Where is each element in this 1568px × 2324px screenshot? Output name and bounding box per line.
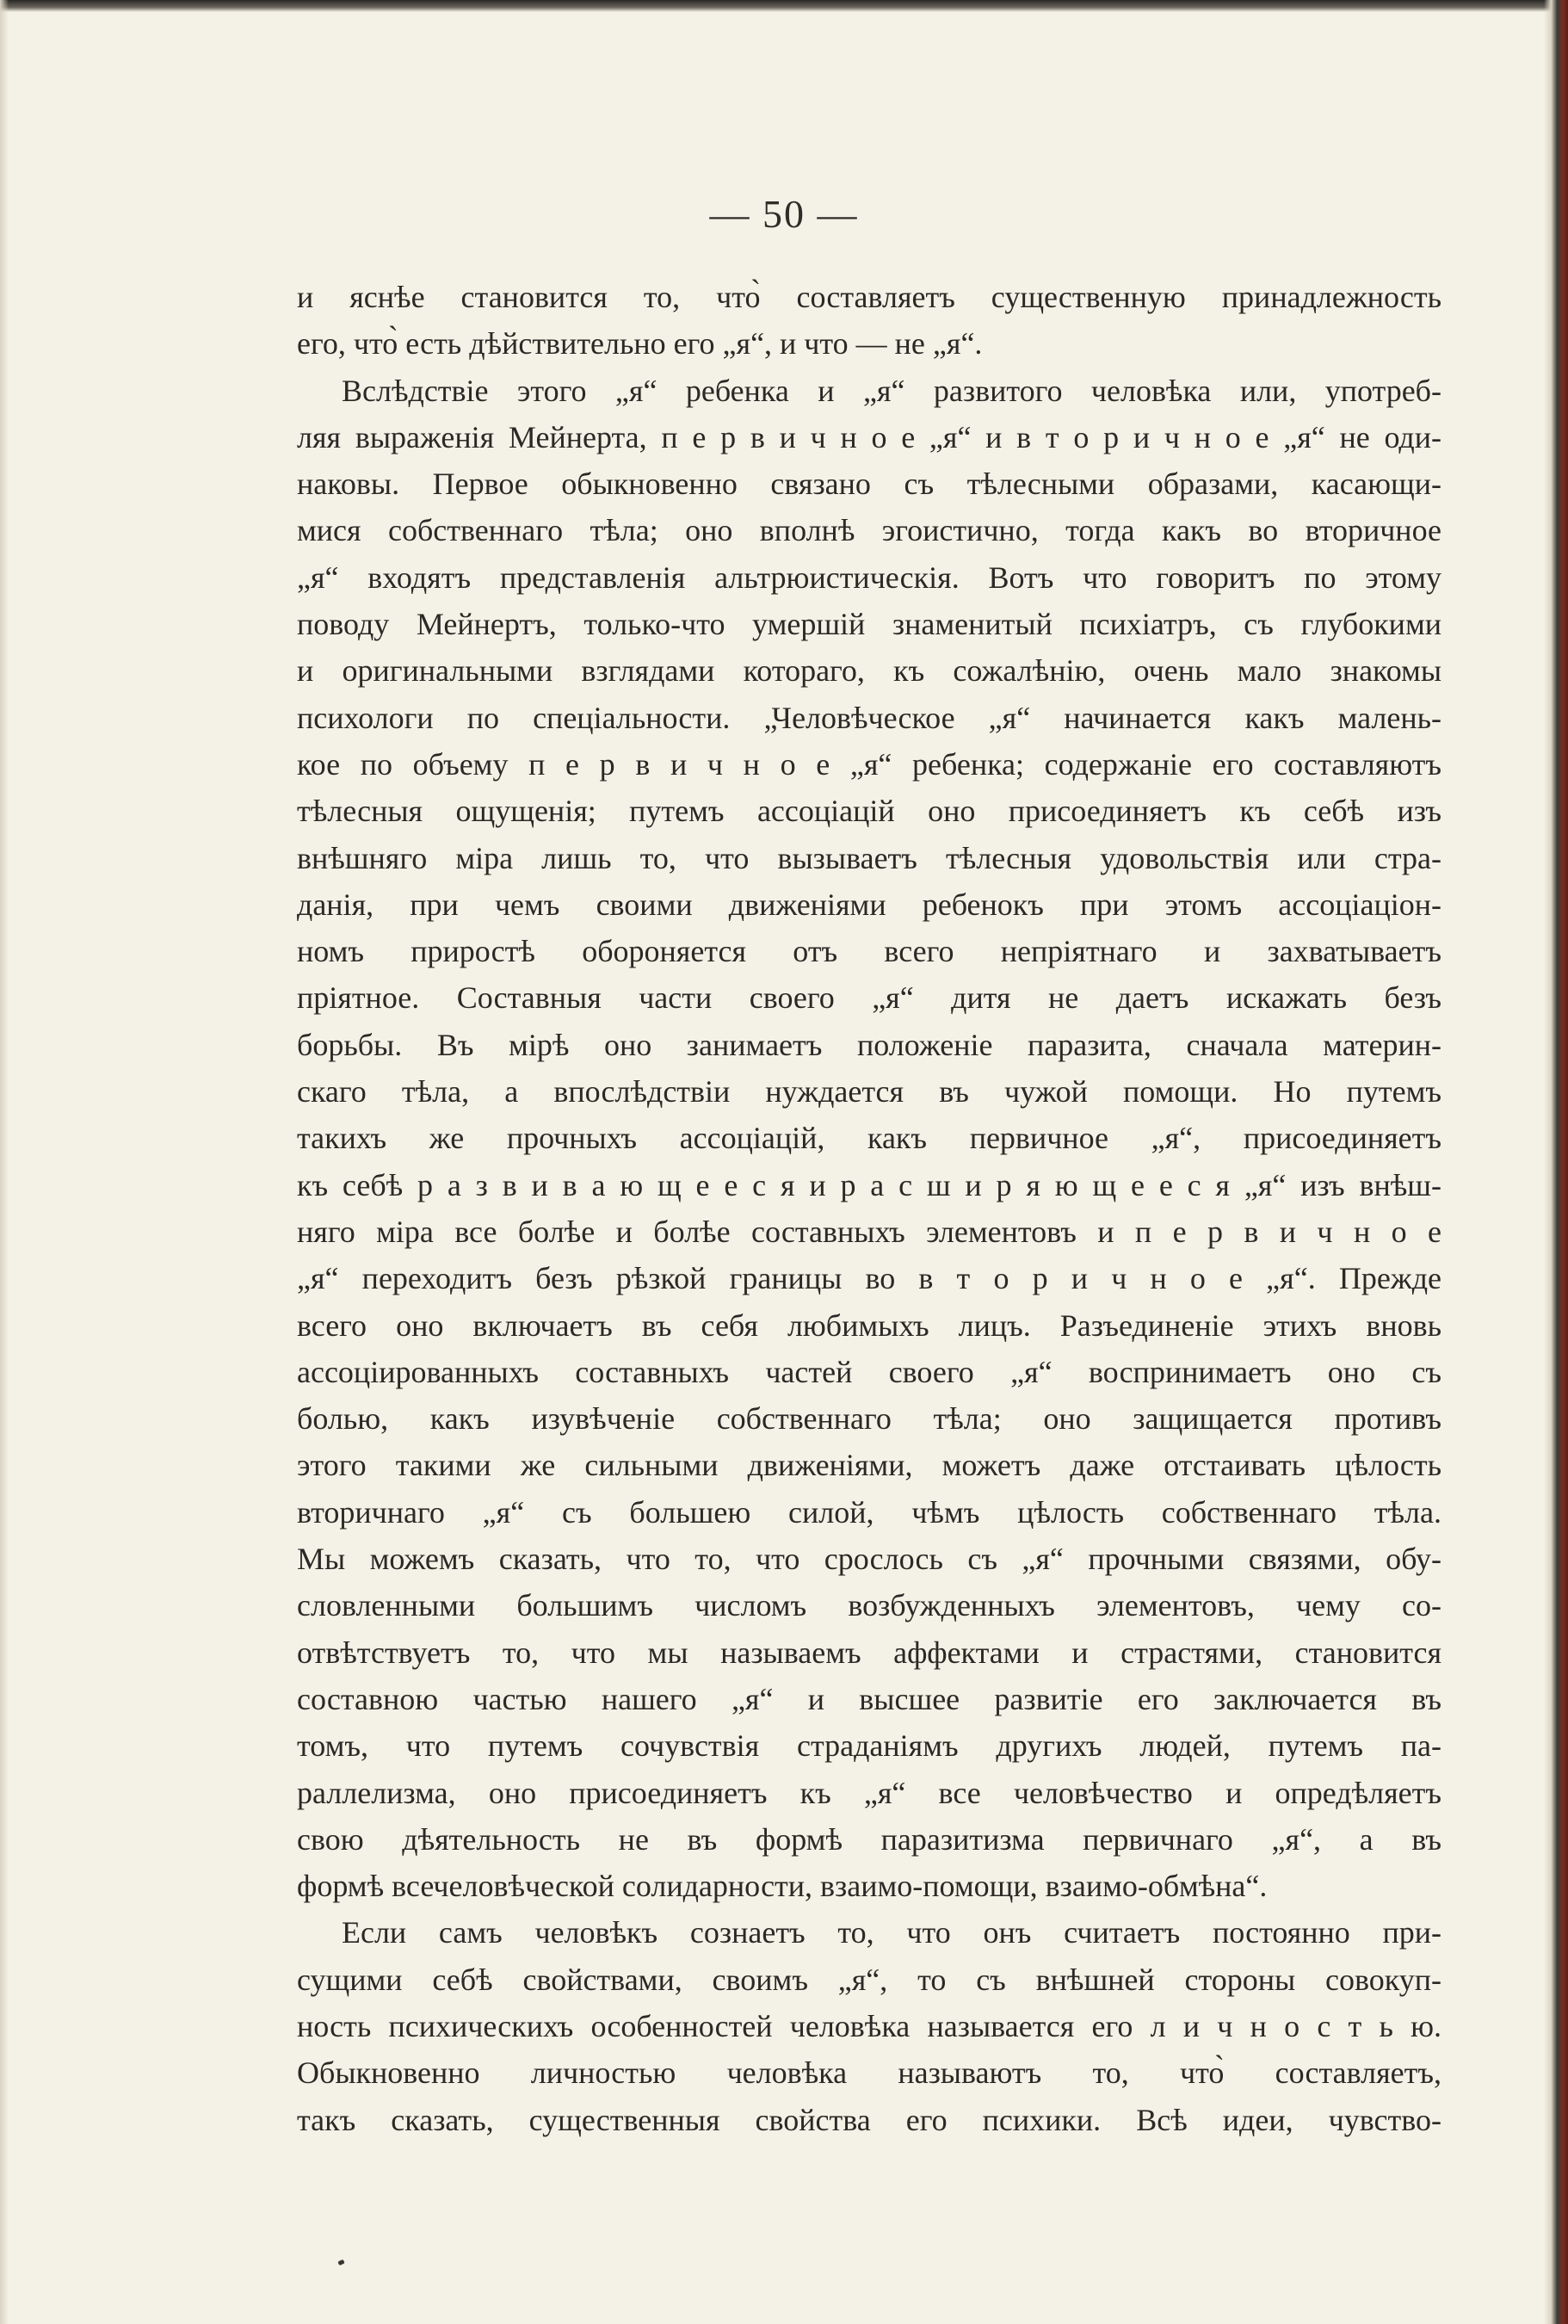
text-line: „я“ переходитъ безъ рѣзкой границы во в т о р и ч н о е „я“. Прежде <box>297 1261 1441 1296</box>
text-line: всего оно включаетъ въ себя любимыхъ лицъ. Разъединеніе этихъ вновь <box>297 1307 1441 1343</box>
text-line: скаго тѣла, а впослѣдствіи нуждается въ чужой помощи. Но путемъ <box>297 1074 1441 1109</box>
text-line: раллелизма, оно присоединяетъ къ „я“ все человѣчество и опредѣляетъ <box>297 1775 1441 1810</box>
book-binding-edge <box>1544 0 1568 2324</box>
text-line: томъ, что путемъ сочувствія страданіямъ другихъ людей, путемъ па- <box>297 1728 1441 1764</box>
text-line: составною частью нашего „я“ и высшее развитіе его заключается въ <box>297 1681 1441 1716</box>
text-line: этого такими же сильными движеніями, можетъ даже отстаивать цѣлость <box>297 1448 1441 1483</box>
text-line: наковы. Первое обыкновенно связано съ тѣлесными образами, касающи- <box>297 467 1441 502</box>
text-line: внѣшняго міра лишь то, что вызываетъ тѣлесныя удовольствія или стра- <box>297 840 1441 875</box>
text-line: такихъ же прочныхъ ассоціацій, какъ первичное „я“, присоединяетъ <box>297 1121 1441 1156</box>
text-line: и оригинальными взглядами котораго, къ сожалѣнію, очень мало знакомы <box>297 653 1441 689</box>
text-line: Вслѣдствіе этого „я“ ребенка и „я“ развитого человѣка или, употреб- <box>342 373 1441 408</box>
text-line: болью, какъ изувѣченіе собственнаго тѣла; оно защищается противъ <box>297 1401 1441 1437</box>
text-line: номъ приростѣ обороняется отъ всего непріятнаго и захватываетъ <box>297 934 1441 969</box>
text-line: данія, при чемъ своими движеніями ребенокъ при этомъ ассоціаціон- <box>297 887 1441 922</box>
text-line: борьбы. Въ мірѣ оно занимаетъ положеніе паразита, сначала материн- <box>297 1027 1441 1062</box>
text-line: ассоціированныхъ составныхъ частей своего „я“ воспринимаетъ оно съ <box>297 1354 1441 1389</box>
text-line: такъ сказать, существенныя свойства его психики. Всѣ идеи, чувство- <box>297 2102 1441 2137</box>
text-line: психологи по спеціальности. „Человѣческое „я“ начинается какъ малень- <box>297 700 1441 735</box>
text-line: няго міра все болѣе и болѣе составныхъ элементовъ и п е р в и ч н о е <box>297 1214 1441 1249</box>
text-line: и яснѣе становится то, что̀ составляетъ существенную принадлежность <box>297 280 1441 314</box>
text-line: свою дѣятельность не въ формѣ паразитизма первичнаго „я“, а въ <box>297 1821 1441 1857</box>
text-line: его, что̀ есть дѣйствительно его „я“, и что — не „я“. <box>297 326 983 362</box>
text-line: ляя выраженія Мейнерта, п е р в и ч н о е „я“ и в т о р и ч н о е „я“ не оди- <box>297 419 1441 454</box>
text-line: отвѣтствуетъ то, что мы называемъ аффектами и страстями, становится <box>297 1635 1441 1670</box>
text-line: словленными большимъ числомъ возбужденныхъ элементовъ, чему со- <box>297 1588 1441 1623</box>
text-line: Обыкновенно личностью человѣка называютъ то, что̀ составляетъ, <box>297 2055 1441 2091</box>
text-line: къ себѣ р а з в и в а ю щ е е с я и р а с ш и р я ю щ е е с я „я“ изъ внѣш- <box>297 1167 1441 1202</box>
text-line: формѣ всечеловѣческой солидарности, взаимо-помощи, взаимо-обмѣна“. <box>297 1869 1268 1904</box>
text-line: „я“ входятъ представленія альтрюистическія. Вотъ что говоритъ по этому <box>297 559 1441 595</box>
page-number: — 50 — <box>709 192 859 236</box>
text-line: мися собственнаго тѣла; оно вполнѣ эгоистично, тогда какъ во вторичное <box>297 513 1441 548</box>
text-line: Если самъ человѣкъ сознаетъ то, что онъ считаетъ постоянно при- <box>342 1915 1441 1950</box>
text-line: поводу Мейнертъ, только-что умершій знаменитый психіатръ, съ глубокими <box>297 607 1441 642</box>
page-left-edge <box>0 0 9 2324</box>
text-line: Мы можемъ сказать, что то, что срослось съ „я“ прочными связями, обу- <box>297 1542 1441 1577</box>
ink-speck <box>337 2259 344 2265</box>
text-line: ность психическихъ особенностей человѣка называется его л и ч н о с т ь ю. <box>297 2008 1441 2043</box>
text-line: вторичнаго „я“ съ большею силой, чѣмъ цѣлость собственнаго тѣла. <box>297 1494 1441 1530</box>
text-line: сущими себѣ свойствами, своимъ „я“, то съ внѣшней стороны совокуп- <box>297 1962 1441 1997</box>
page-top-shadow <box>0 0 1568 12</box>
body-text <box>297 274 1441 2143</box>
text-line: пріятное. Составныя части своего „я“ дитя не даетъ искажать безъ <box>297 980 1441 1016</box>
text-line: кое по объему п е р в и ч н о е „я“ ребенка; содержаніе его составляютъ <box>297 746 1441 782</box>
text-line: тѣлесныя ощущенія; путемъ ассоціацій оно присоединяетъ къ себѣ изъ <box>297 794 1441 829</box>
